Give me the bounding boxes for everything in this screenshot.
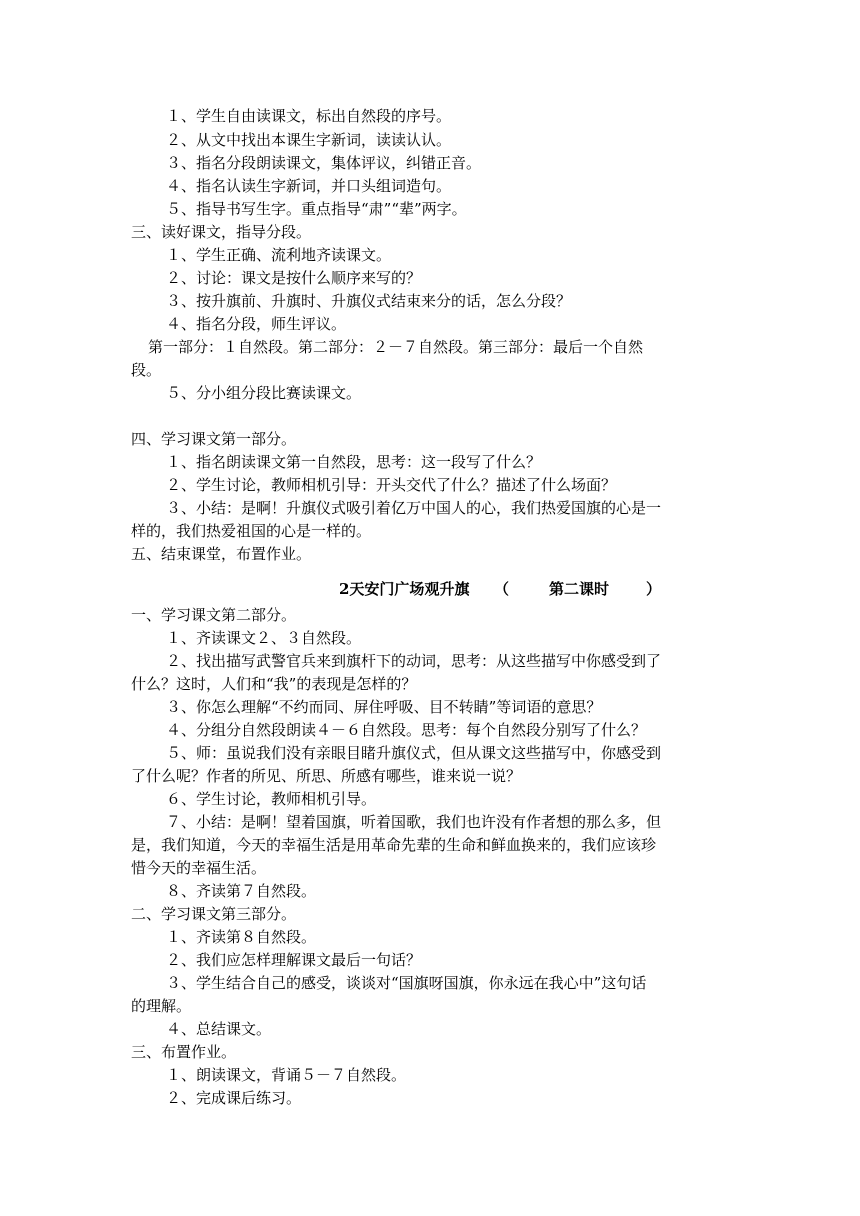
text-line: １、齐读课文２、３自然段。 [166,629,362,647]
text-line: ２、从文中找出本课生字新词，读读认认。 [166,131,452,149]
text-line: ３、指名分段朗读课文，集体评议，纠错正音。 [166,154,482,172]
text-line: 三、布置作业。 [131,1043,237,1061]
text-line: ４、指名认读生字新词，并口头组词造句。 [166,177,452,195]
text-line: ３、小结：是啊！升旗仪式吸引着亿万中国人的心，我们热爱国旗的心是一 [166,499,662,517]
text-line: ５、指导书写生字。重点指导“肃”“辈”两字。 [166,200,467,218]
text-line: ２、完成课后练习。 [166,1089,302,1107]
lesson-title-open-paren: （ [494,580,510,598]
text-line: ４、总结课文。 [166,1020,272,1038]
text-line: ３、按升旗前、升旗时、升旗仪式结束来分的话，怎么分段？ [166,292,572,310]
text-line: ２、讨论：课文是按什么顺序来写的？ [166,269,422,287]
text-line: 是，我们知道，今天的幸福生活是用革命先辈的生命和鲜血换来的，我们应该珍 [131,836,657,854]
text-line: ２、我们应怎样理解课文最后一句话？ [166,951,422,969]
text-line: 惜今天的幸福生活。 [131,859,267,877]
text-line: 二、学习课文第三部分。 [131,905,297,923]
text-line: ８、齐读第７自然段。 [166,882,317,900]
text-line: 段。 [131,361,162,379]
text-line: ５、师：虽说我们没有亲眼目睹升旗仪式，但从课文这些描写中，你感受到 [166,744,662,762]
text-line: １、齐读第８自然段。 [166,928,317,946]
text-line: 第一部分：１自然段。第二部分：２－７自然段。第三部分：最后一个自然 [148,338,644,356]
text-line: ４、指名分段，师生评议。 [166,315,347,333]
text-line: 三、读好课文，指导分段。 [131,223,312,241]
text-line: 了什么呢？作者的所见、所思、所感有哪些，谁来说一说？ [131,767,522,785]
lesson-title-close-paren: ） [646,580,662,598]
text-line: ４、分组分自然段朗读４－６自然段。思考：每个自然段分别写了什么？ [166,721,647,739]
text-line: １、学生正确、流利地齐读课文。 [166,246,392,264]
text-line: １、朗读课文，背诵５－７自然段。 [166,1066,407,1084]
text-line: 样的，我们热爱祖国的心是一样的。 [131,522,372,540]
text-line: ２、学生讨论，教师相机引导：开头交代了什么？描述了什么场面？ [166,476,617,494]
text-line: 的理解。 [131,997,192,1015]
text-line: １、指名朗读课文第一自然段，思考：这一段写了什么？ [166,453,542,471]
text-line: 一、学习课文第二部分。 [131,606,297,624]
text-line: ３、你怎么理解“不约而同、屏住呼吸、目不转睛”等词语的意思？ [166,698,602,716]
text-line: ７、小结：是啊！望着国旗，听着国歌，我们也许没有作者想的那么多，但 [166,813,662,831]
text-line: ２、找出描写武警官兵来到旗杆下的动词，思考：从这些描写中你感受到了 [166,652,662,670]
text-line: 五、结束课堂，布置作业。 [131,545,312,563]
text-line: 四、学习课文第一部分。 [131,430,297,448]
text-line: ３、学生结合自己的感受，谈谈对“国旗呀国旗，你永远在我心中”这句话 [166,974,647,992]
text-line: 什么？这时，人们和“我”的表现是怎样的？ [131,675,417,693]
lesson-title-session: 第二课时 [549,580,610,598]
text-line: ６、学生讨论，教师相机引导。 [166,790,377,808]
lesson-title-main: 2天安门广场观升旗 [339,580,470,598]
text-line: １、学生自由读课文，标出自然段的序号。 [166,107,452,125]
text-line: ５、分小组分段比赛读课文。 [166,384,362,402]
